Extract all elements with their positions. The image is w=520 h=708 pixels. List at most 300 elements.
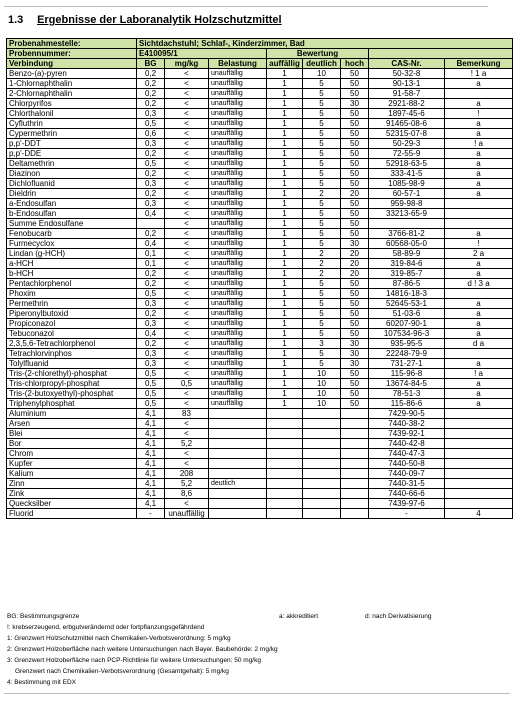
cell-cas: 115-96-8: [369, 369, 445, 379]
cell-deutlich: [303, 489, 341, 499]
cell-hoch: [341, 509, 369, 519]
table-row: [7, 119, 513, 129]
cell-auffaellig: 1: [267, 339, 303, 349]
cell-cas: -: [369, 509, 445, 519]
cell-verbindung: Deltamethrin: [7, 159, 137, 169]
table-row: [7, 139, 513, 149]
cell-hoch: 50: [341, 399, 369, 409]
cell-bemerkung: [445, 489, 513, 499]
cell-bg: 4,1: [137, 489, 165, 499]
cell-cas: 52645-53-1: [369, 299, 445, 309]
cell-auffaellig: 1: [267, 249, 303, 259]
cell-hoch: [341, 499, 369, 509]
cell-auffaellig: 1: [267, 379, 303, 389]
cell-belastung: unauffällig: [209, 299, 267, 309]
cell-cas: 91465-08-6: [369, 119, 445, 129]
sampling-location-row: [7, 39, 513, 49]
cell-belastung: unauffällig: [209, 399, 267, 409]
cell-verbindung: Furmecyclox: [7, 239, 137, 249]
cell-mgkg: <: [165, 179, 209, 189]
cell-bg: 0,2: [137, 189, 165, 199]
cell-hoch: [341, 449, 369, 459]
cell-bg: 4,1: [137, 499, 165, 509]
cell-deutlich: [303, 419, 341, 429]
cell-verbindung: Kalium: [7, 469, 137, 479]
cell-verbindung: Chrom: [7, 449, 137, 459]
cell-mgkg: <: [165, 169, 209, 179]
cell-bemerkung: ! a: [445, 139, 513, 149]
cell-verbindung: Lindan (g-HCH): [7, 249, 137, 259]
cell-bg: 0,2: [137, 309, 165, 319]
cell-auffaellig: 1: [267, 389, 303, 399]
cell-cas: 87-86-5: [369, 279, 445, 289]
cell-auffaellig: 1: [267, 219, 303, 229]
cell-cas: 7439-92-1: [369, 429, 445, 439]
cell-verbindung: b-Endosulfan: [7, 209, 137, 219]
cell-belastung: unauffällig: [209, 349, 267, 359]
table-row: [7, 319, 513, 329]
cell-hoch: 50: [341, 119, 369, 129]
table-row: [7, 239, 513, 249]
cell-mgkg: <: [165, 429, 209, 439]
cell-verbindung: Piperonylbutoxid: [7, 309, 137, 319]
cell-mgkg: <: [165, 109, 209, 119]
cell-bg: [137, 219, 165, 229]
cell-cas: 7440-38-2: [369, 419, 445, 429]
cell-belastung: [209, 499, 267, 509]
cell-verbindung: Diazinon: [7, 169, 137, 179]
rating-group-header: Bewertung: [267, 49, 369, 59]
cell-verbindung: Arsen: [7, 419, 137, 429]
table-row: [7, 69, 513, 79]
cell-auffaellig: 1: [267, 119, 303, 129]
cell-belastung: unauffällig: [209, 359, 267, 369]
cell-deutlich: [303, 459, 341, 469]
cell-verbindung: Tris-chlorpropyl-phosphat: [7, 379, 137, 389]
cell-mgkg: 5,2: [165, 479, 209, 489]
cell-hoch: 30: [341, 359, 369, 369]
cell-auffaellig: 1: [267, 189, 303, 199]
col-verbindung-header: Verbindung: [7, 59, 137, 69]
cell-belastung: [209, 489, 267, 499]
cell-bemerkung: !: [445, 109, 513, 119]
cell-cas: 13674-84-5: [369, 379, 445, 389]
table-row: [7, 349, 513, 359]
cell-cas: 319-85-7: [369, 269, 445, 279]
table-row: [7, 179, 513, 189]
cell-verbindung: 2-Chlornaphthalin: [7, 89, 137, 99]
cell-hoch: [341, 439, 369, 449]
cell-verbindung: a-Endosulfan: [7, 199, 137, 209]
cell-bg: 0,2: [137, 149, 165, 159]
cell-hoch: 20: [341, 189, 369, 199]
table-row: [7, 389, 513, 399]
cell-verbindung: Bor: [7, 439, 137, 449]
cell-hoch: 30: [341, 99, 369, 109]
col-hoch-header: hoch: [341, 59, 369, 69]
cell-belastung: [209, 449, 267, 459]
cell-mgkg: <: [165, 79, 209, 89]
cell-bemerkung: a: [445, 79, 513, 89]
table-row: [7, 269, 513, 279]
cell-bemerkung: a: [445, 299, 513, 309]
cell-bg: 4,1: [137, 459, 165, 469]
cell-bemerkung: a: [445, 269, 513, 279]
cell-auffaellig: 1: [267, 239, 303, 249]
cell-deutlich: 5: [303, 129, 341, 139]
cell-belastung: unauffällig: [209, 389, 267, 399]
cell-bemerkung: a: [445, 159, 513, 169]
cell-auffaellig: 1: [267, 179, 303, 189]
table-row: [7, 199, 513, 209]
cell-cas: 7429-90-5: [369, 409, 445, 419]
cell-belastung: [209, 409, 267, 419]
cell-hoch: [341, 459, 369, 469]
cell-mgkg: <: [165, 289, 209, 299]
table-row: [7, 399, 513, 409]
table-row: [7, 79, 513, 89]
cell-verbindung: Kupfer: [7, 459, 137, 469]
col-mgkg-header: mg/kg: [165, 59, 209, 69]
cell-hoch: 30: [341, 339, 369, 349]
cell-hoch: 20: [341, 249, 369, 259]
cell-mgkg: <: [165, 389, 209, 399]
cell-bg: 0,5: [137, 399, 165, 409]
cell-mgkg: <: [165, 99, 209, 109]
cell-bg: 0,2: [137, 279, 165, 289]
cell-hoch: 20: [341, 269, 369, 279]
footnote-1: !: krebserzeugend, erbgutverändernd oder fortpflanzungsgefährdend: [7, 624, 205, 631]
cell-bg: 0,3: [137, 299, 165, 309]
cell-mgkg: <: [165, 319, 209, 329]
cell-cas: 7440-42-8: [369, 439, 445, 449]
cell-cas: 60-57-1: [369, 189, 445, 199]
cell-bemerkung: [445, 469, 513, 479]
cell-deutlich: 5: [303, 149, 341, 159]
cell-bg: 0,5: [137, 159, 165, 169]
cell-mgkg: <: [165, 339, 209, 349]
cell-bg: 0,2: [137, 89, 165, 99]
cell-hoch: 50: [341, 369, 369, 379]
cell-deutlich: [303, 499, 341, 509]
cell-verbindung: Aluminium: [7, 409, 137, 419]
cell-bemerkung: a: [445, 149, 513, 159]
cell-mgkg: <: [165, 349, 209, 359]
cell-deutlich: 5: [303, 219, 341, 229]
cell-bg: 0,2: [137, 269, 165, 279]
cell-auffaellig: [267, 469, 303, 479]
cell-auffaellig: [267, 509, 303, 519]
table-row: [7, 209, 513, 219]
cell-cas: 115-86-6: [369, 399, 445, 409]
cell-bg: 0,6: [137, 129, 165, 139]
cell-bg: 0,5: [137, 369, 165, 379]
cell-verbindung: Cyfluthrin: [7, 119, 137, 129]
table-row: [7, 159, 513, 169]
section-title: Ergebnisse der Laboranalytik Holzschutzmittel: [37, 14, 282, 26]
cell-cas: 50-32-8: [369, 69, 445, 79]
cell-auffaellig: 1: [267, 349, 303, 359]
cell-bemerkung: a: [445, 309, 513, 319]
cell-belastung: unauffällig: [209, 159, 267, 169]
cell-belastung: unauffällig: [209, 369, 267, 379]
cell-bemerkung: 4: [445, 509, 513, 519]
cell-cas: 91-58-7: [369, 89, 445, 99]
cell-auffaellig: 1: [267, 129, 303, 139]
cell-auffaellig: 1: [267, 269, 303, 279]
cell-bg: 0,2: [137, 339, 165, 349]
cell-bemerkung: [445, 289, 513, 299]
cell-bg: 0,4: [137, 239, 165, 249]
cell-deutlich: 5: [303, 79, 341, 89]
cell-mgkg: <: [165, 459, 209, 469]
table-row: [7, 309, 513, 319]
cell-bemerkung: a: [445, 359, 513, 369]
cell-deutlich: 5: [303, 179, 341, 189]
sampling-location-value: Sichtdachstuhl; Schlaf-, Kinderzimmer, Bad: [137, 39, 513, 49]
sample-number-label: Probennummer:: [7, 49, 137, 59]
cell-cas: 333-41-5: [369, 169, 445, 179]
cell-mgkg: <: [165, 369, 209, 379]
cell-cas: 51-03-6: [369, 309, 445, 319]
cell-verbindung: p,p'-DDE: [7, 149, 137, 159]
cell-hoch: 50: [341, 389, 369, 399]
table-row: [7, 379, 513, 389]
cell-cas: 33213-65-9: [369, 209, 445, 219]
cell-auffaellig: 1: [267, 259, 303, 269]
cell-belastung: unauffällig: [209, 239, 267, 249]
cell-cas: 959-98-8: [369, 199, 445, 209]
cell-bg: 0,1: [137, 249, 165, 259]
cell-auffaellig: 1: [267, 139, 303, 149]
cell-verbindung: a-HCH: [7, 259, 137, 269]
cell-belastung: [209, 439, 267, 449]
cell-bg: 0,4: [137, 329, 165, 339]
cell-mgkg: <: [165, 239, 209, 249]
cell-belastung: unauffällig: [209, 69, 267, 79]
cell-verbindung: Phoxim: [7, 289, 137, 299]
table-row: [7, 479, 513, 489]
table-row: [7, 369, 513, 379]
footnote-2: 1: Grenzwert Holzschutzmittel nach Chemikalien-Verbotsverordnung: 5 mg/kg: [7, 635, 231, 642]
cell-bemerkung: [445, 409, 513, 419]
cell-deutlich: 10: [303, 389, 341, 399]
cell-bg: 4,1: [137, 449, 165, 459]
cell-hoch: 50: [341, 149, 369, 159]
cell-hoch: [341, 409, 369, 419]
cell-cas: 7440-66-6: [369, 489, 445, 499]
cell-bg: 4,1: [137, 439, 165, 449]
cell-deutlich: 5: [303, 349, 341, 359]
table-row: [7, 99, 513, 109]
cell-verbindung: Fluorid: [7, 509, 137, 519]
section-heading: [8, 14, 282, 26]
cell-auffaellig: [267, 409, 303, 419]
col-deutlich-header: deutlich: [303, 59, 341, 69]
cell-verbindung: Propiconazol: [7, 319, 137, 329]
cell-mgkg: <: [165, 209, 209, 219]
footnote-6: 4: Bestimmung mit EDX: [7, 679, 76, 686]
cell-belastung: unauffällig: [209, 379, 267, 389]
cell-verbindung: Fenobucarb: [7, 229, 137, 239]
col-bemerkung-header: Bemerkung: [445, 59, 513, 69]
cell-belastung: unauffällig: [209, 309, 267, 319]
cell-bg: 0,3: [137, 319, 165, 329]
cell-bemerkung: [445, 89, 513, 99]
cell-auffaellig: 1: [267, 169, 303, 179]
cell-bemerkung: d ! 3 a: [445, 279, 513, 289]
cell-deutlich: [303, 509, 341, 519]
table-row: [7, 419, 513, 429]
cell-mgkg: <: [165, 269, 209, 279]
cell-cas: 14816-18-3: [369, 289, 445, 299]
cell-belastung: unauffällig: [209, 139, 267, 149]
cell-hoch: 50: [341, 219, 369, 229]
cell-belastung: deutlich: [209, 479, 267, 489]
cell-hoch: 20: [341, 259, 369, 269]
cell-belastung: unauffällig: [209, 129, 267, 139]
cell-bemerkung: a: [445, 129, 513, 139]
table-row: [7, 339, 513, 349]
table-row: [7, 229, 513, 239]
cell-cas: [369, 219, 445, 229]
cell-bemerkung: [445, 209, 513, 219]
cell-bg: 0,2: [137, 99, 165, 109]
cell-auffaellig: 1: [267, 199, 303, 209]
cell-mgkg: <: [165, 279, 209, 289]
cell-bg: 4,1: [137, 419, 165, 429]
cell-cas: 1897-45-6: [369, 109, 445, 119]
cell-auffaellig: [267, 449, 303, 459]
cell-hoch: 50: [341, 199, 369, 209]
cell-belastung: unauffällig: [209, 109, 267, 119]
cell-hoch: 50: [341, 89, 369, 99]
cell-belastung: unauffällig: [209, 329, 267, 339]
section-number: 1.3: [8, 14, 24, 26]
cell-bg: 0,2: [137, 169, 165, 179]
results-table: [6, 38, 513, 519]
cell-verbindung: p,p'-DDT: [7, 139, 137, 149]
table-row: [7, 489, 513, 499]
cell-mgkg: 5,2: [165, 439, 209, 449]
cell-cas: 731-27-1: [369, 359, 445, 369]
cell-cas: 2921-88-2: [369, 99, 445, 109]
cell-bemerkung: [445, 419, 513, 429]
cell-bg: 0,3: [137, 179, 165, 189]
cell-cas: 7440-47-3: [369, 449, 445, 459]
cell-belastung: unauffällig: [209, 339, 267, 349]
cell-verbindung: Pentachlorphenol: [7, 279, 137, 289]
cell-mgkg: <: [165, 219, 209, 229]
cell-cas: 52918-63-5: [369, 159, 445, 169]
cell-verbindung: Blei: [7, 429, 137, 439]
cell-belastung: [209, 459, 267, 469]
cell-deutlich: 5: [303, 359, 341, 369]
cell-deutlich: 5: [303, 279, 341, 289]
cell-deutlich: 5: [303, 89, 341, 99]
cell-auffaellig: 1: [267, 309, 303, 319]
cell-mgkg: <: [165, 329, 209, 339]
cell-mgkg: <: [165, 309, 209, 319]
cell-bg: 0,3: [137, 349, 165, 359]
cell-bemerkung: 2 a: [445, 249, 513, 259]
cell-belastung: unauffällig: [209, 169, 267, 179]
cell-verbindung: Zink: [7, 489, 137, 499]
cell-belastung: unauffällig: [209, 189, 267, 199]
cell-hoch: 30: [341, 349, 369, 359]
cell-deutlich: 5: [303, 109, 341, 119]
table-row: [7, 329, 513, 339]
cell-belastung: unauffällig: [209, 79, 267, 89]
cell-verbindung: 1-Chlornaphthalin: [7, 79, 137, 89]
cell-bemerkung: ! 1 a: [445, 69, 513, 79]
cell-bg: 0,5: [137, 119, 165, 129]
cell-bemerkung: a: [445, 229, 513, 239]
cell-verbindung: 2,3,5,6-Tetrachlorphenol: [7, 339, 137, 349]
cell-auffaellig: 1: [267, 399, 303, 409]
footnote-5: Grenzwert nach Chemikalien-Verbotsverordnung (Gesamtgehalt): 5 mg/kg: [15, 668, 229, 675]
cell-hoch: [341, 489, 369, 499]
table-row: [7, 249, 513, 259]
cell-deutlich: 5: [303, 289, 341, 299]
cell-bg: 0,4: [137, 209, 165, 219]
cell-deutlich: 5: [303, 309, 341, 319]
cell-mgkg: <: [165, 199, 209, 209]
cell-belastung: unauffällig: [209, 279, 267, 289]
footnote-3: 2: Grenzwert Holzoberfläche nach weitere Untersuchungen nach Bayer. Baubehörde: 2 mg/kg: [7, 646, 278, 653]
cell-cas: 52315-07-8: [369, 129, 445, 139]
cell-hoch: 50: [341, 109, 369, 119]
cell-bemerkung: a: [445, 169, 513, 179]
cell-belastung: unauffällig: [209, 259, 267, 269]
cell-cas: 935-95-5: [369, 339, 445, 349]
cell-bg: -: [137, 509, 165, 519]
cell-belastung: unauffällig: [209, 179, 267, 189]
cell-mgkg: <: [165, 419, 209, 429]
cell-auffaellig: 1: [267, 369, 303, 379]
cell-hoch: [341, 469, 369, 479]
cell-hoch: 50: [341, 129, 369, 139]
cell-hoch: 50: [341, 309, 369, 319]
cell-mgkg: <: [165, 229, 209, 239]
cell-mgkg: <: [165, 129, 209, 139]
cell-belastung: [209, 419, 267, 429]
cell-cas: 22248-79-9: [369, 349, 445, 359]
cell-hoch: 50: [341, 299, 369, 309]
cell-deutlich: 5: [303, 229, 341, 239]
cell-verbindung: Cypermethrin: [7, 129, 137, 139]
cell-belastung: unauffällig: [209, 209, 267, 219]
cell-bemerkung: [445, 499, 513, 509]
cell-bg: 0,3: [137, 109, 165, 119]
cell-bg: 0,3: [137, 359, 165, 369]
cell-bemerkung: a: [445, 399, 513, 409]
table-row: [7, 429, 513, 439]
cell-deutlich: 10: [303, 379, 341, 389]
bottom-rule: [4, 693, 510, 694]
cell-deutlich: 2: [303, 249, 341, 259]
cell-bemerkung: [445, 219, 513, 229]
cell-verbindung: b-HCH: [7, 269, 137, 279]
table-row: [7, 279, 513, 289]
cell-cas: 60207-90-1: [369, 319, 445, 329]
cell-belastung: [209, 509, 267, 519]
cell-mgkg: <: [165, 139, 209, 149]
footnote-bg: BG: Bestimmungsgrenze: [7, 613, 80, 620]
cell-mgkg: 0,5: [165, 379, 209, 389]
cell-bg: 0,5: [137, 379, 165, 389]
footnote-bg-row: [7, 611, 513, 622]
